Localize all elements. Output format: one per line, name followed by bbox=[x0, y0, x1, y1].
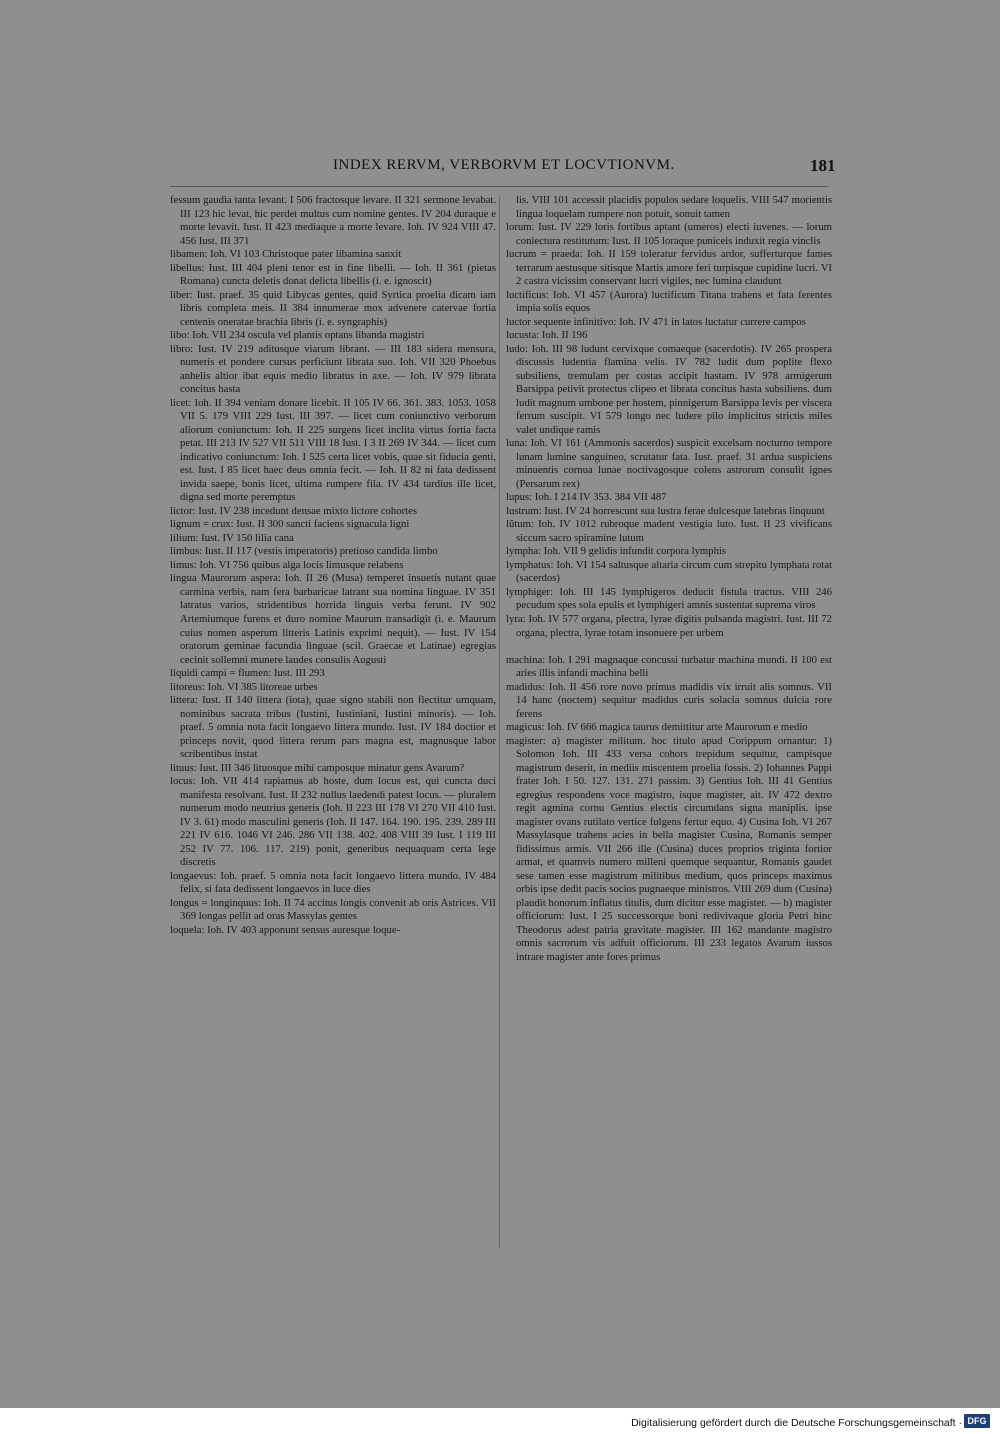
index-entry: litoreus: Ioh. VI 385 litoreae urbes bbox=[170, 680, 318, 693]
footer-bar bbox=[0, 1408, 1000, 1434]
page-header bbox=[0, 157, 1000, 179]
index-entry: lis. VIII 101 accessit placidis populos sedare loquelis. VIII 547 morientis lingua loquelam rumpere non potuit, sonuit tamen bbox=[516, 194, 832, 220]
index-entry: madidus: Ioh. II 456 rore novo primus madidis vix irruit alis somnus. VII 14 hanc (noctem) sequitur madidus curis solacia somnus dulcia rore ferens bbox=[506, 680, 832, 720]
index-entry: locus: Ioh. VII 414 rapiamus ab hoste, dum locus est, qui cuncta duci manifesta resolvant. Iust. II 232 nullus laedendi patest locus. — pluralem numerum modo neutrius generis (Ioh. II 223 III 178 VI 270 VII 410 Iust. IV 3. 61) modo masculini generis (Ioh. II 147. 164. 190. 195. 239. 289 III 221 IV 616. 1046 VI 246. 286 VII 138. 402. 408 VIII 39 Iust. I 119 III 252 IV 77. 106. 117. 219) ponit, generibus nequaquam certa lege discretis bbox=[170, 775, 496, 869]
index-entry: lymphiger: Ioh. III 145 lymphigeros deducit fistula tractus. VIII 246 pecudum spes sola epulis et lymphigeri amnis sustentat suprema viros bbox=[506, 585, 832, 612]
index-entry: lignum = crux: Iust. II 300 sancti faciens signacula ligni bbox=[170, 518, 410, 531]
index-entry: longaevus: Ioh. praef. 5 omnia nota facit longaevo littera mundo. IV 484 felix, si fata dedissent longaevos in luce dies bbox=[170, 869, 496, 896]
index-entry: luctificus: Ioh. VI 457 (Aurora) luctificum Titana trahens et fata ferentes impia solis equos bbox=[506, 288, 832, 315]
index-entry: lustrum: Iust. IV 24 horrescunt sua lustra ferae dulcesque latebras linquunt bbox=[506, 504, 825, 517]
index-entry: libo: Ioh. VII 234 oscula vel plantis optans libanda magistri bbox=[170, 329, 425, 342]
index-entry: magister: a) magister militum. hoc titulo apud Corippum ornantur: 1) Solomon Ioh. III 433 versa cohors trepidum sequitur, campisque magistrum deserit, in mediis miscentem proelia fossis. 2) Iohannes Pappi frater Ioh. I 50. 127. 131. 271 passim. 3) Gentius Ioh. III 41 Gentius egregius respondens voce magistro, isque magister, ait. IV 472 dextro regit agmina cornu Gentius electis circumdans signa maniplis. ipse magister ovans rutilato vertice fulgens fertur equo. 4) Cusina Ioh. VI 267 Massylasque trahens acies in bella magister Cusina, Romanis semper fidissimus armis. VII 266 ille (Cusina) duces proprios triginta fortior armat, et quamvis numero milleni quemque sequantur, Romanis gaudet sese tamen esse magistrum militibus medium, quos princeps maximus orbis ipse dedit pacis socios pugnaeque ministros. VIII 269 dum (Cusina) plaudit honorum inflatus titulis, dum dicitur esse magister. — b) magister officiorum: Iust. I 25 successorque boni redivivaque gloria Petri hinc Theodorus adest patria gravitate magister. III 162 mandante magistro omnis sacrorum vis adfuit officiorum. III 233 legatos Avarum iussos intrare magister ante fores primus bbox=[506, 734, 832, 963]
index-entry: licet: Ioh. II 394 veniam donare licebit. II 105 IV 66. 361. 383. 1053. 1058 VII 5. 179 VIII 229 Iust. III 397. — licet cum coniunctivo verborum aliorum coniunctum: Ioh. II 225 surgens licet inclita virtus fortia facta petat. III 213 IV 527 VII 511 VIII 18 Iust. I 3 II 269 IV 344. — licet cum indicativo coniunctum: Ioh. I 525 certa licet vobis, quae sit fiducia genti, est. Iust. I 85 licet haec deus omnia fecit. — Ioh. II 82 ni fata dedissent invida saepe, bonis licet, ultima rumpere fila. IV 434 tardius ille licet, digna sed morte peremptus bbox=[170, 396, 496, 504]
running-head: INDEX RERVM, VERBORVM ET LOCVTIONVM. bbox=[333, 157, 675, 173]
index-column-left bbox=[170, 194, 496, 937]
index-entry: ludo: Ioh. III 98 ludunt cervixque comaeque (sacerdotis). IV 265 prospera discussis ludentia flamina velis. IV 782 ludit dum poplite flexo subsiliens, tremulam per costas accipit hastam. IV 978 armigerum Barsippa petivit protectus clipeo et librata concitus hasta subsiliens. dum ludit magnum umbone per hostem, pinnigerum Barsippa levis per viscera ferrum suscipit. VI 579 longo nec ludere pilo implicitus strictis miles valet undique ramis bbox=[506, 342, 832, 436]
column-divider bbox=[499, 196, 500, 1248]
dfg-logo-icon: DFG bbox=[964, 1414, 990, 1428]
index-entry: lingua Maurorum aspera: Ioh. II 26 (Musa) temperet insuetis nutant quae carmina verbis, nam fera barbaricae latrant sua nomina linguae. IV 351 latratus varios, stridentibus horrida linguis verba ferunt. IV 902 Artemiumque furens et duro nomine Maurum transadigit (i. e. Maurum cuius nomen asperum litteris Latinis exprimi nequit). — Iust. IV 154 oratorum geminae facundia linguae (scil. Graecae et Latinae) egregias cecinit sollemni munere laudes consulis Augusti bbox=[170, 572, 496, 666]
index-column-right bbox=[506, 194, 832, 964]
index-entry: littera: Iust. II 140 littera (iota), quae signo stabili non flectitur umquam, nominibus sacrata tribus (Iustini, Iustiniani, Iustini minoris). — Ioh. praef. 5 omnia nota facit longaevo littera mundo. Iust. IV 184 doctior et princeps novit, quod littera rerum pars magna est, magnusque labor scribentibus instat bbox=[170, 694, 496, 761]
index-entry: libellus: Iust. III 404 pleni tenor est in fine libelli. — Ioh. II 361 (pietas Romana) cuncta deletis donat delicta libellis (i. e. ignoscit) bbox=[170, 261, 496, 288]
index-entry: loquela: Ioh. IV 403 apponunt sensus auresque loque- bbox=[170, 923, 401, 936]
index-entry: machina: Ioh. I 291 magnaque concussi turbatur machina mundi. II 100 est aries illis infandi machina belli bbox=[506, 653, 832, 680]
index-entry: fessum gaudia tanta levant. I 506 fractosque levare. II 321 sermone levabat. III 123 hic levat, hic perdet multus cum nomine gentes. IV 204 duraque e morte levavit. Iust. II 423 mediaque a morte levare. Ioh. IV 924 VIII 47. 456 Iust. III 371 bbox=[170, 194, 496, 247]
index-entry: libamen: Ioh. VI 103 Christoque pater libamina sanxit bbox=[170, 248, 402, 261]
index-entry: longus = longinquus: Ioh. II 74 accitus longis convenit ab oris Astrices. VII 369 longas pellit ad oras Massylas gentes bbox=[170, 896, 496, 923]
index-entry: lucusta: Ioh. II 196 bbox=[506, 329, 588, 342]
header-rule bbox=[170, 186, 828, 187]
index-entry: lilium: Iust. IV 150 lilia cana bbox=[170, 531, 294, 544]
index-entry: luctor sequente infinitivo: Ioh. IV 471 in latos luctatur currere campos bbox=[506, 315, 806, 328]
page-number: 181 bbox=[810, 156, 836, 175]
index-entry: magicus: Ioh. IV 666 magica taurus demittitur arte Maurorum e medio bbox=[506, 721, 808, 734]
funding-notice: Digitalisierung gefördert durch die Deutsche Forschungsgemeinschaft · bbox=[631, 1417, 962, 1429]
index-entry: lituus: Iust. III 346 lituosque mihi camposque minatur gens Avarum? bbox=[170, 761, 465, 774]
index-entry: liber: Iust. praef. 35 quid Libycas gentes, quid Syrtica proelia dicam iam libris completa meis. II 384 innumerae mox advenere catervae fortia centenis oneratae brachia libris (i. e. syngraphis) bbox=[170, 288, 496, 328]
index-entry: lupus: Ioh. I 214 IV 353. 384 VII 487 bbox=[506, 491, 667, 504]
index-entry: limus: Ioh. VI 756 quibus alga locis limusque relabens bbox=[170, 558, 404, 571]
index-entry: lŭtum: Ioh. IV 1012 rubroque madent vestigia luto. Iust. II 23 vivificans siccum sacro spiramine lutum bbox=[506, 518, 832, 544]
index-entry: lorum: Iust. IV 229 loris fortibus aptant (umeros) electi iuvenes. — lorum coniectura restitutum: Iust. II 105 loraque puniceis induxit regia vinclis bbox=[506, 221, 832, 247]
index-entry: luna: Ioh. VI 161 (Ammonis sacerdos) suspicit excelsam nocturno tempore lunam lumine sanguineo, scrutatur fata. Iust. praef. 31 ardua suspiciens minuentis cornua lunae noctivagosque colens astrorum consulit ignes (Persarum rex) bbox=[506, 437, 832, 490]
index-entry: lympha: Ioh. VII 9 gelidis infundit corpora lymphis bbox=[506, 545, 727, 558]
index-entry: lymphatus: Ioh. VI 154 saltusque altaria circum cum strepitu lymphata rotat (sacerdos) bbox=[506, 558, 832, 585]
index-entry: liquidi campi = flumen: Iust. III 293 bbox=[170, 667, 325, 680]
index-entry: limbus: Iust. II 117 (vestis imperatoris) pretioso candida limbo bbox=[170, 545, 438, 558]
index-entry: lucrum = praeda: Ioh. II 159 toleratur fervidus ardor, sufferturque fames terrarum aestusque sitisque Martis amore feri turpisque cupidine lucri. VI 2 castra vicissim conservant lucri vigiles, nec lumina claudunt bbox=[506, 248, 832, 288]
index-entry: libro: Iust. IV 219 aditusque viarum librant. — III 183 sidera mensura, numeris et pondere cursus perficiunt librata suo. Ioh. VII 320 Phoebus anhelis altior ibat equis medio libratus in axe. — Ioh. IV 979 librata concitus hasta bbox=[170, 342, 496, 396]
index-entry: lyra: Ioh. IV 577 organa, plectra, lyrae digitis pulsanda magistri. Iust. III 72 organa, plectra, lyrae totam insonuere per urbem bbox=[506, 612, 832, 639]
index-entry: lictor: Iust. IV 238 incedunt densae mixto lictore cohortes bbox=[170, 504, 418, 517]
